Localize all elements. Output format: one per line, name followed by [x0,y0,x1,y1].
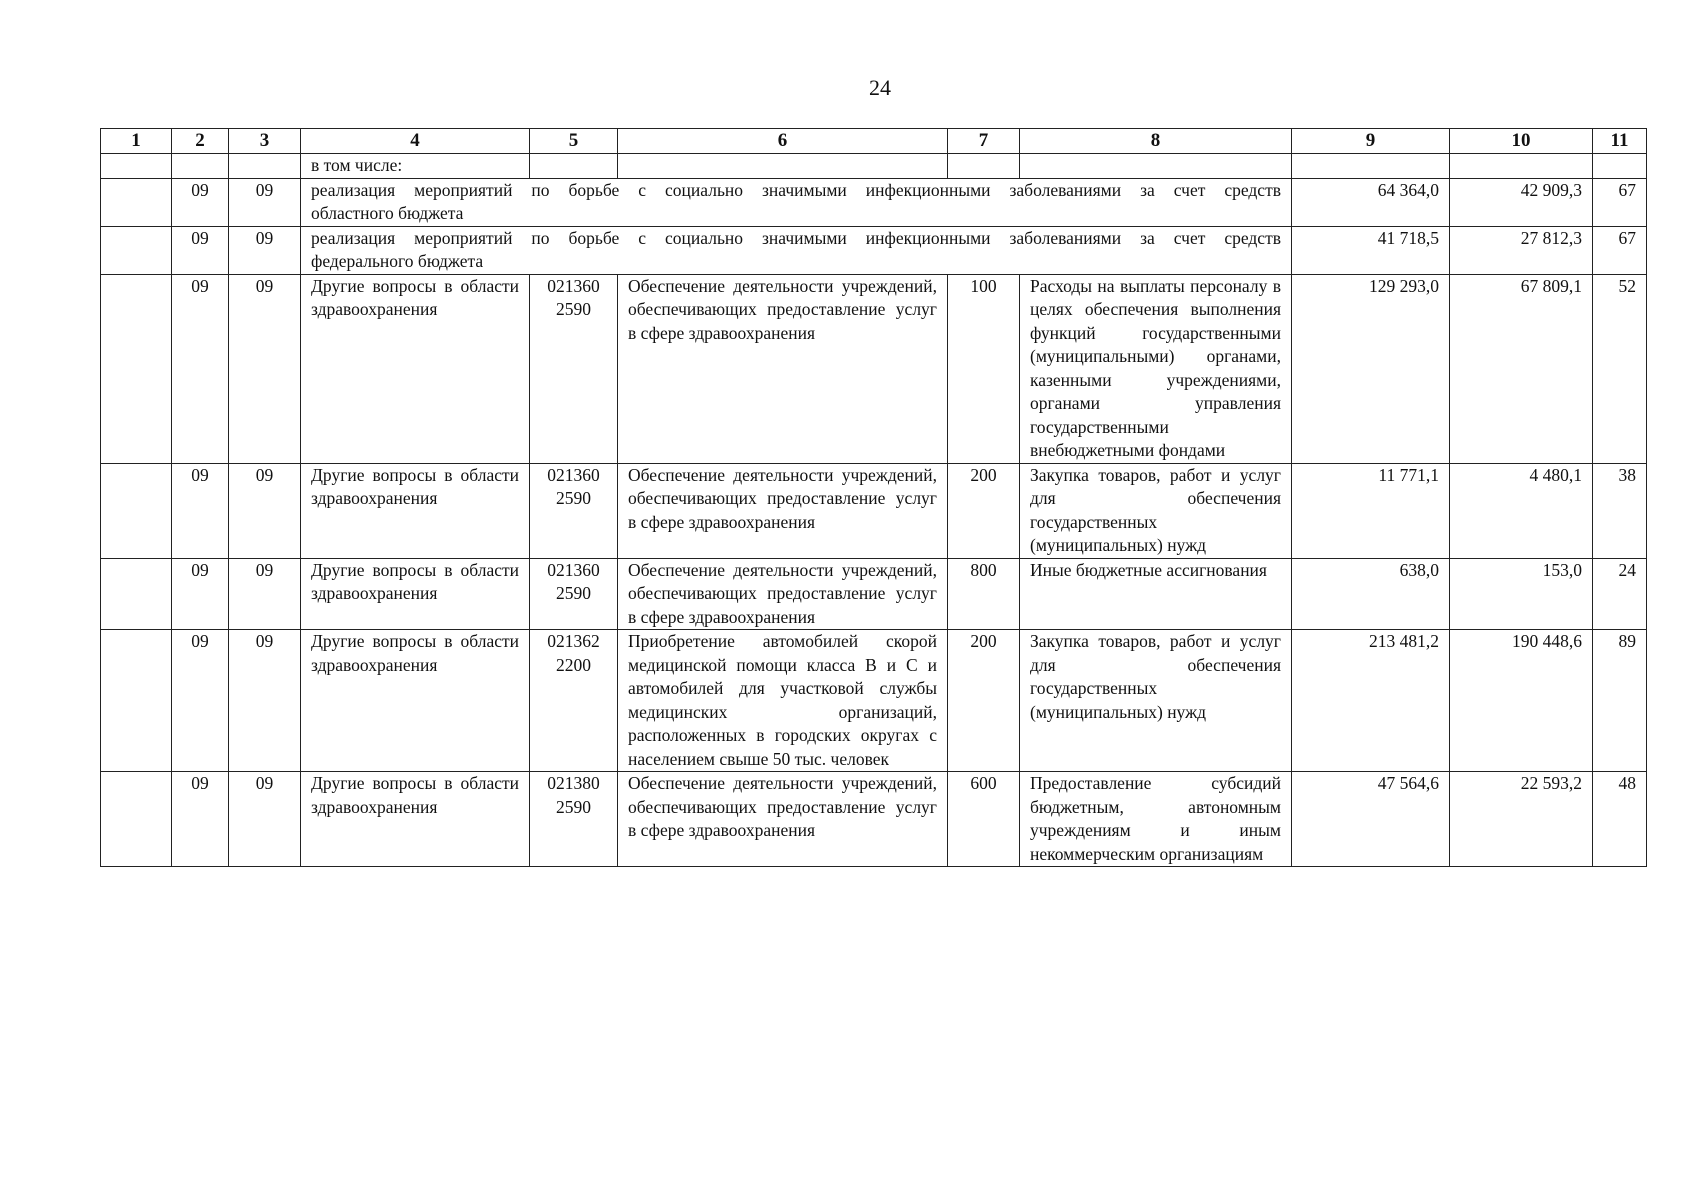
cell-section: 09 [172,226,229,274]
cell-percent: 52 [1593,274,1647,463]
cell-approved: 41 718,5 [1292,226,1450,274]
cell-expense-code: 600 [948,772,1020,867]
cell-expense-code: 800 [948,558,1020,630]
cell-target-code: 021362 2200 [530,630,618,772]
description-line-1: реализация мероприятий по борьбе с социально значимыми инфекционными заболеваниями за счет средств [311,227,1281,248]
cell-description [301,226,1292,274]
cell-percent: 48 [1593,772,1647,867]
cell-target-name: Приобретение автомобилей скорой медицинской помощи класса В и С и автомобилей для участковой службы медицинских организаций, расположенных в городских округах с населением свыше 50 тыс. человек [618,630,948,772]
cell-target-code: 021360 2590 [530,274,618,463]
cell-subsection: 09 [229,274,301,463]
cell-executed: 22 593,2 [1450,772,1593,867]
cell-approved: 213 481,2 [1292,630,1450,772]
cell-expense-code: 200 [948,630,1020,772]
cell-section-name: Другие вопросы в области здравоохранения [301,630,530,772]
description-line-2: федерального бюджета [311,251,484,271]
cell-expense-code: 100 [948,274,1020,463]
cell-subsection: 09 [229,178,301,226]
cell-target-code: 021360 2590 [530,463,618,558]
cell-subsection: 09 [229,226,301,274]
description-line-1: реализация мероприятий по борьбе с социально значимыми инфекционными заболеваниями за счет средств [311,179,1281,200]
cell-percent: 67 [1593,226,1647,274]
cell-approved: 47 564,6 [1292,772,1450,867]
description-line-2: областного бюджета [311,203,464,223]
cell-target-name: Обеспечение деятельности учреждений, обеспечивающих предоставление услуг в сфере здравоохранения [618,274,948,463]
subheader-text: в том числе: [301,154,530,179]
col-header-11: 11 [1593,129,1647,154]
table-row [101,630,1647,772]
cell-target-code: 021360 2590 [530,558,618,630]
cell-section: 09 [172,274,229,463]
table-row [101,463,1647,558]
table-row [101,178,1647,226]
cell-executed: 4 480,1 [1450,463,1593,558]
cell-description [301,178,1292,226]
cell-expense-name: Предоставление субсидий бюджетным, автономным учреждениям и иным некоммерческим организациям [1020,772,1292,867]
budget-table [100,128,1647,867]
cell-subsection: 09 [229,558,301,630]
col-header-8: 8 [1020,129,1292,154]
cell-expense-name: Закупка товаров, работ и услуг для обеспечения государственных (муниципальных) нужд [1020,630,1292,772]
cell-target-name: Обеспечение деятельности учреждений, обеспечивающих предоставление услуг в сфере здравоохранения [618,772,948,867]
header-row [101,129,1647,154]
cell-section: 09 [172,463,229,558]
col-header-6: 6 [618,129,948,154]
table-row [101,274,1647,463]
cell-section: 09 [172,630,229,772]
cell-executed: 67 809,1 [1450,274,1593,463]
cell-subsection: 09 [229,630,301,772]
cell-percent: 38 [1593,463,1647,558]
cell-approved: 64 364,0 [1292,178,1450,226]
cell-executed: 27 812,3 [1450,226,1593,274]
cell-percent: 24 [1593,558,1647,630]
cell-section-name: Другие вопросы в области здравоохранения [301,463,530,558]
cell-target-name: Обеспечение деятельности учреждений, обеспечивающих предоставление услуг в сфере здравоохранения [618,463,948,558]
col-header-5: 5 [530,129,618,154]
cell-approved: 11 771,1 [1292,463,1450,558]
cell-approved: 638,0 [1292,558,1450,630]
cell-subsection: 09 [229,463,301,558]
cell-percent: 67 [1593,178,1647,226]
cell-section: 09 [172,558,229,630]
cell-section-name: Другие вопросы в области здравоохранения [301,274,530,463]
col-header-7: 7 [948,129,1020,154]
col-header-2: 2 [172,129,229,154]
cell-subsection: 09 [229,772,301,867]
cell-target-name: Обеспечение деятельности учреждений, обеспечивающих предоставление услуг в сфере здравоохранения [618,558,948,630]
col-header-1: 1 [101,129,172,154]
cell-expense-name: Закупка товаров, работ и услуг для обеспечения государственных (муниципальных) нужд [1020,463,1292,558]
page-number: 24 [869,75,891,100]
cell-section: 09 [172,772,229,867]
col-header-10: 10 [1450,129,1593,154]
table-row [101,772,1647,867]
cell-executed: 190 448,6 [1450,630,1593,772]
table-row [101,558,1647,630]
col-header-4: 4 [301,129,530,154]
cell-percent: 89 [1593,630,1647,772]
subheader-row [101,154,1647,179]
cell-executed: 153,0 [1450,558,1593,630]
table-row [101,226,1647,274]
col-header-9: 9 [1292,129,1450,154]
cell-expense-name: Иные бюджетные ассигнования [1020,558,1292,630]
cell-approved: 129 293,0 [1292,274,1450,463]
cell-executed: 42 909,3 [1450,178,1593,226]
cell-expense-code: 200 [948,463,1020,558]
cell-section-name: Другие вопросы в области здравоохранения [301,772,530,867]
cell-section-name: Другие вопросы в области здравоохранения [301,558,530,630]
cell-target-code: 021380 2590 [530,772,618,867]
cell-expense-name: Расходы на выплаты персоналу в целях обеспечения выполнения функций государственными (муниципальными) органами, казенными учреждениями, органами управления государственными внебюджетными фондами [1020,274,1292,463]
cell-section: 09 [172,178,229,226]
col-header-3: 3 [229,129,301,154]
